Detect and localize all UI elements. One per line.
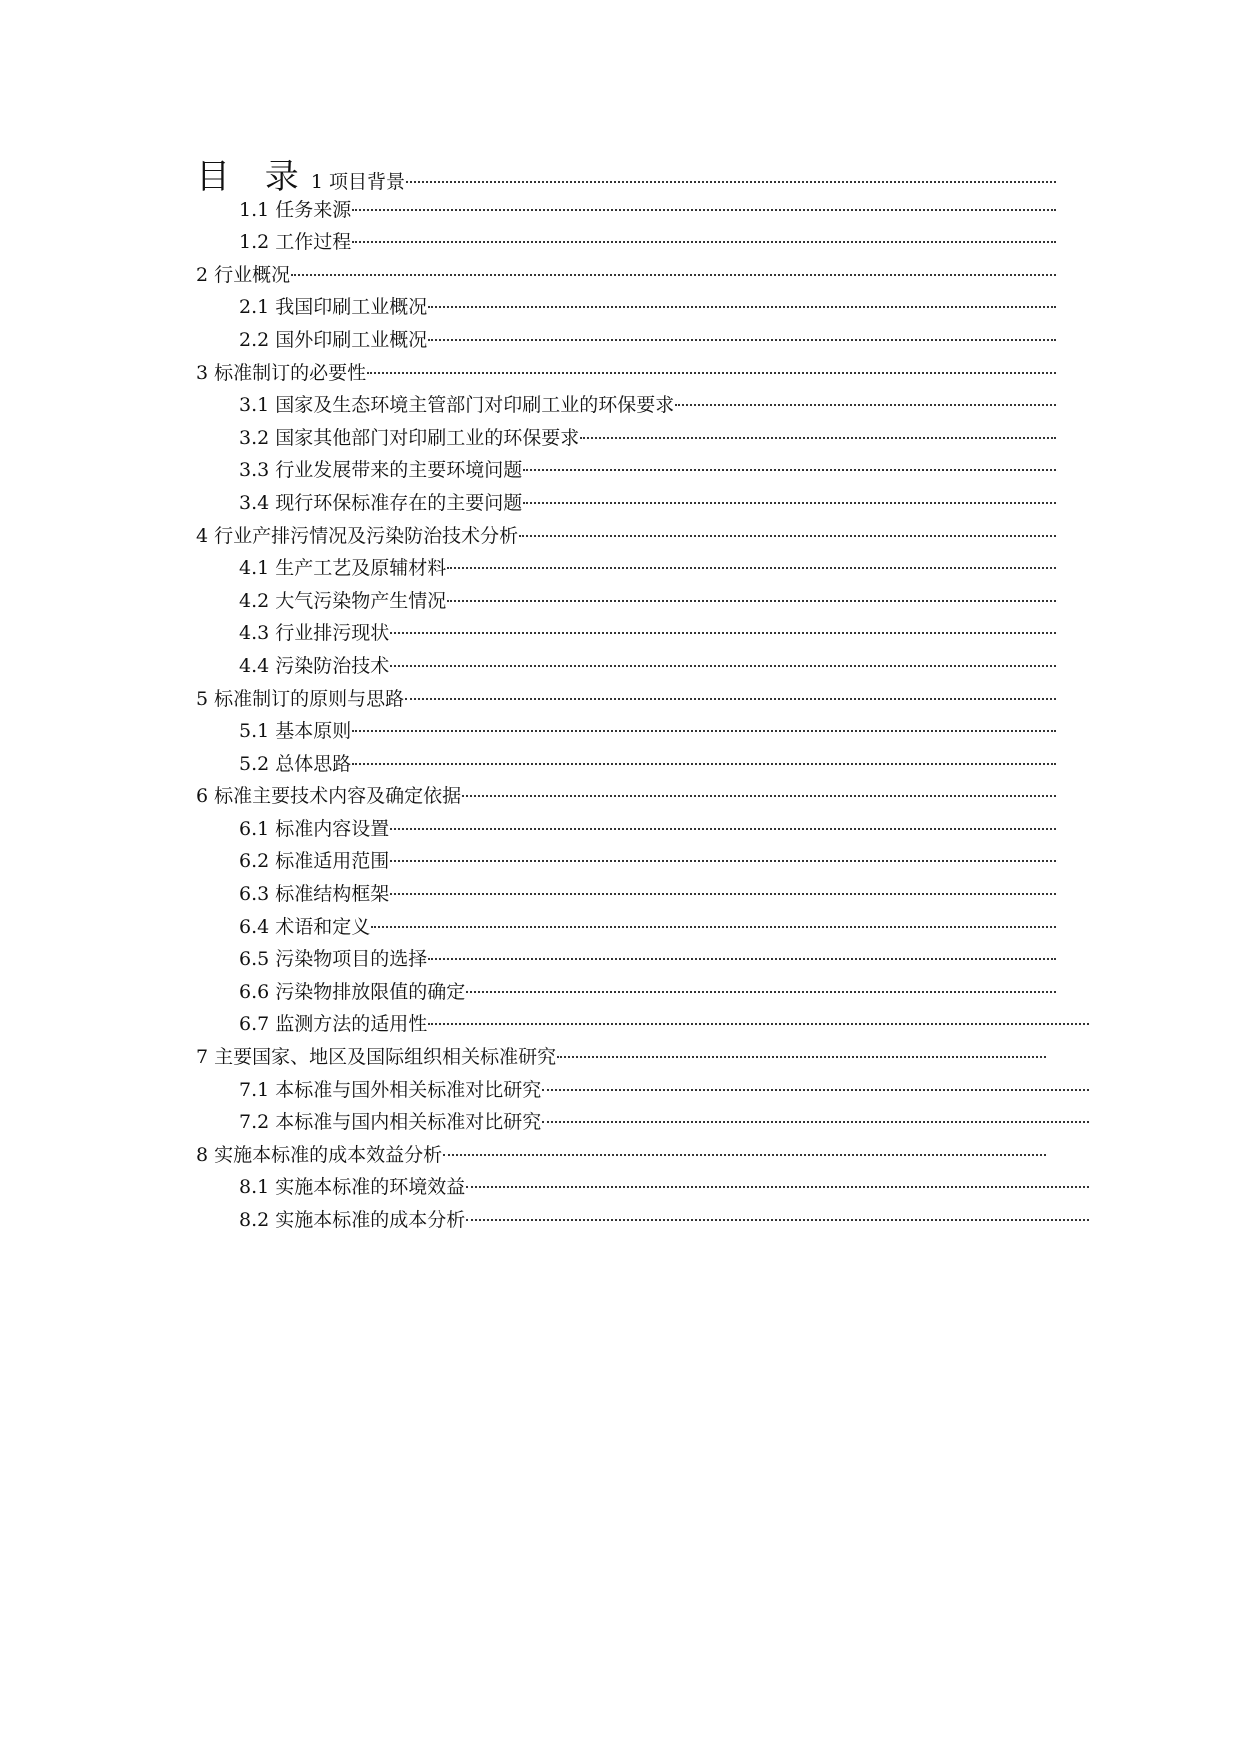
toc-entry-4-2[interactable]	[196, 585, 1056, 618]
toc-entry-3-2[interactable]	[196, 422, 1056, 455]
toc-entry-text: 5.1 基本原则	[239, 720, 352, 743]
toc-entry-4-1[interactable]	[196, 552, 1056, 585]
toc-leader-dots	[367, 372, 1056, 374]
toc-entry-1-2[interactable]	[196, 226, 1056, 259]
toc-leader-dots	[428, 958, 1056, 960]
toc-leader-dots	[466, 991, 1056, 993]
toc-entry-text: 7.2 本标准与国内相关标准对比研究	[239, 1111, 542, 1134]
toc-entry-1[interactable]	[196, 157, 1056, 197]
toc-entry-2-2[interactable]	[196, 324, 1056, 357]
toc-entry-6-4[interactable]	[196, 911, 1056, 944]
toc-entry-2-1[interactable]	[196, 291, 1056, 324]
toc-entry-text: 3 标准制订的必要性	[196, 361, 367, 384]
toc-entry-8-2[interactable]	[196, 1204, 1089, 1237]
toc-entry-6-6[interactable]	[196, 976, 1056, 1009]
toc-entry-7[interactable]	[196, 1041, 1046, 1074]
toc-leader-dots	[519, 535, 1056, 537]
toc-entry-6-5[interactable]	[196, 943, 1056, 976]
toc-leader-dots	[352, 209, 1056, 211]
toc-entry-text: 6.5 污染物项目的选择	[239, 948, 428, 971]
toc-leader-dots	[390, 828, 1056, 830]
toc-entry-text: 2 行业概况	[196, 263, 291, 286]
toc-entry-5-2[interactable]	[196, 748, 1056, 781]
toc-entry-text: 6.2 标准适用范围	[239, 850, 390, 873]
toc-entry-3-3[interactable]	[196, 454, 1056, 487]
toc-leader-dots	[542, 1121, 1089, 1123]
toc-entry-2[interactable]	[196, 259, 1056, 292]
toc-entry-text: 1.2 工作过程	[239, 231, 352, 254]
toc-leader-dots	[406, 181, 1056, 183]
toc-entry-4[interactable]	[196, 520, 1056, 553]
toc-leader-dots	[390, 860, 1056, 862]
toc-entry-3-4[interactable]	[196, 487, 1056, 520]
toc-entry-text: 6.6 污染物排放限值的确定	[239, 980, 466, 1003]
toc-entry-text: 8.1 实施本标准的环境效益	[239, 1176, 466, 1199]
toc-entry-7-1[interactable]	[196, 1074, 1089, 1107]
toc-entry-text: 8 实施本标准的成本效益分析	[196, 1143, 443, 1166]
toc-entry-4-3[interactable]	[196, 617, 1056, 650]
toc-entry-text: 4.2 大气污染物产生情况	[239, 589, 447, 612]
toc-leader-dots	[443, 1154, 1046, 1156]
toc-entry-text: 4.3 行业排污现状	[239, 622, 390, 645]
toc-leader-dots	[557, 1056, 1046, 1058]
toc-entry-text: 5.2 总体思路	[239, 752, 352, 775]
toc-entry-text: 6 标准主要技术内容及确定依据	[196, 785, 462, 808]
toc-leader-dots	[390, 632, 1056, 634]
toc-entry-text: 3.3 行业发展带来的主要环境问题	[239, 459, 523, 482]
toc-entry-text: 2.2 国外印刷工业概况	[239, 328, 428, 351]
toc-entry-text: 1 项目背景	[310, 171, 405, 193]
toc-leader-dots	[352, 763, 1056, 765]
toc-leader-dots	[352, 730, 1056, 732]
toc-entry-5[interactable]	[196, 683, 1056, 716]
toc-entry-text: 3.2 国家其他部门对印刷工业的环保要求	[239, 426, 580, 449]
toc-leader-dots	[580, 437, 1056, 439]
toc-leader-dots	[447, 600, 1056, 602]
toc-entry-4-4[interactable]	[196, 650, 1056, 683]
toc-leader-dots	[523, 469, 1056, 471]
toc-entry-text: 6.7 监测方法的适用性	[239, 1013, 428, 1036]
toc-entry-5-1[interactable]	[196, 715, 1056, 748]
toc-leader-dots	[390, 893, 1056, 895]
toc-leader-dots	[428, 306, 1056, 308]
toc-entry-text: 5 标准制订的原则与思路	[196, 687, 405, 710]
toc-entry-6-3[interactable]	[196, 878, 1056, 911]
toc-leader-dots	[428, 339, 1056, 341]
toc-entry-text: 4.4 污染防治技术	[239, 654, 390, 677]
toc-entry-text: 4 行业产排污情况及污染防治技术分析	[196, 524, 519, 547]
toc-entry-text: 3.1 国家及生态环境主管部门对印刷工业的环保要求	[239, 394, 675, 417]
toc-entry-text: 3.4 现行环保标准存在的主要问题	[239, 491, 523, 514]
toc-entry-text: 1.1 任务来源	[239, 198, 352, 221]
toc-entry-6-7[interactable]	[196, 1008, 1089, 1041]
toc-entry-6-2[interactable]	[196, 845, 1056, 878]
toc-entry-text: 6.1 标准内容设置	[239, 817, 390, 840]
toc-entry-text: 7.1 本标准与国外相关标准对比研究	[239, 1078, 542, 1101]
toc-leader-dots	[390, 665, 1056, 667]
toc-leader-dots	[466, 1219, 1089, 1221]
toc-leader-dots	[523, 502, 1056, 504]
toc-leader-dots	[291, 274, 1056, 276]
toc-leader-dots	[447, 567, 1056, 569]
toc-leader-dots	[462, 795, 1056, 797]
toc-leader-dots	[405, 698, 1056, 700]
toc-entry-text: 4.1 生产工艺及原辅材料	[239, 557, 447, 580]
toc-entry-text: 8.2 实施本标准的成本分析	[239, 1209, 466, 1231]
toc-entry-8[interactable]	[196, 1139, 1046, 1172]
toc-entry-6-1[interactable]	[196, 813, 1056, 846]
toc-heading: 目 录	[196, 157, 311, 197]
toc-entry-text: 6.4 术语和定义	[239, 915, 371, 938]
toc-entry-1-1[interactable]	[196, 194, 1056, 227]
toc-leader-dots	[371, 926, 1056, 928]
toc-entry-6[interactable]	[196, 780, 1056, 813]
toc-entry-7-2[interactable]	[196, 1106, 1089, 1139]
table-of-contents	[196, 157, 1056, 1237]
toc-entry-8-1[interactable]	[196, 1171, 1089, 1204]
toc-entry-3-1[interactable]	[196, 389, 1056, 422]
toc-leader-dots	[466, 1186, 1089, 1188]
toc-entry-text: 7 主要国家、地区及国际组织相关标准研究	[196, 1046, 557, 1069]
toc-leader-dots	[542, 1089, 1089, 1091]
toc-entry-text: 6.3 标准结构框架	[239, 883, 390, 906]
toc-leader-dots	[428, 1023, 1089, 1025]
toc-entry-text: 2.1 我国印刷工业概况	[239, 296, 428, 319]
toc-leader-dots	[675, 404, 1056, 406]
toc-entry-3[interactable]	[196, 357, 1056, 390]
toc-leader-dots	[352, 241, 1056, 243]
